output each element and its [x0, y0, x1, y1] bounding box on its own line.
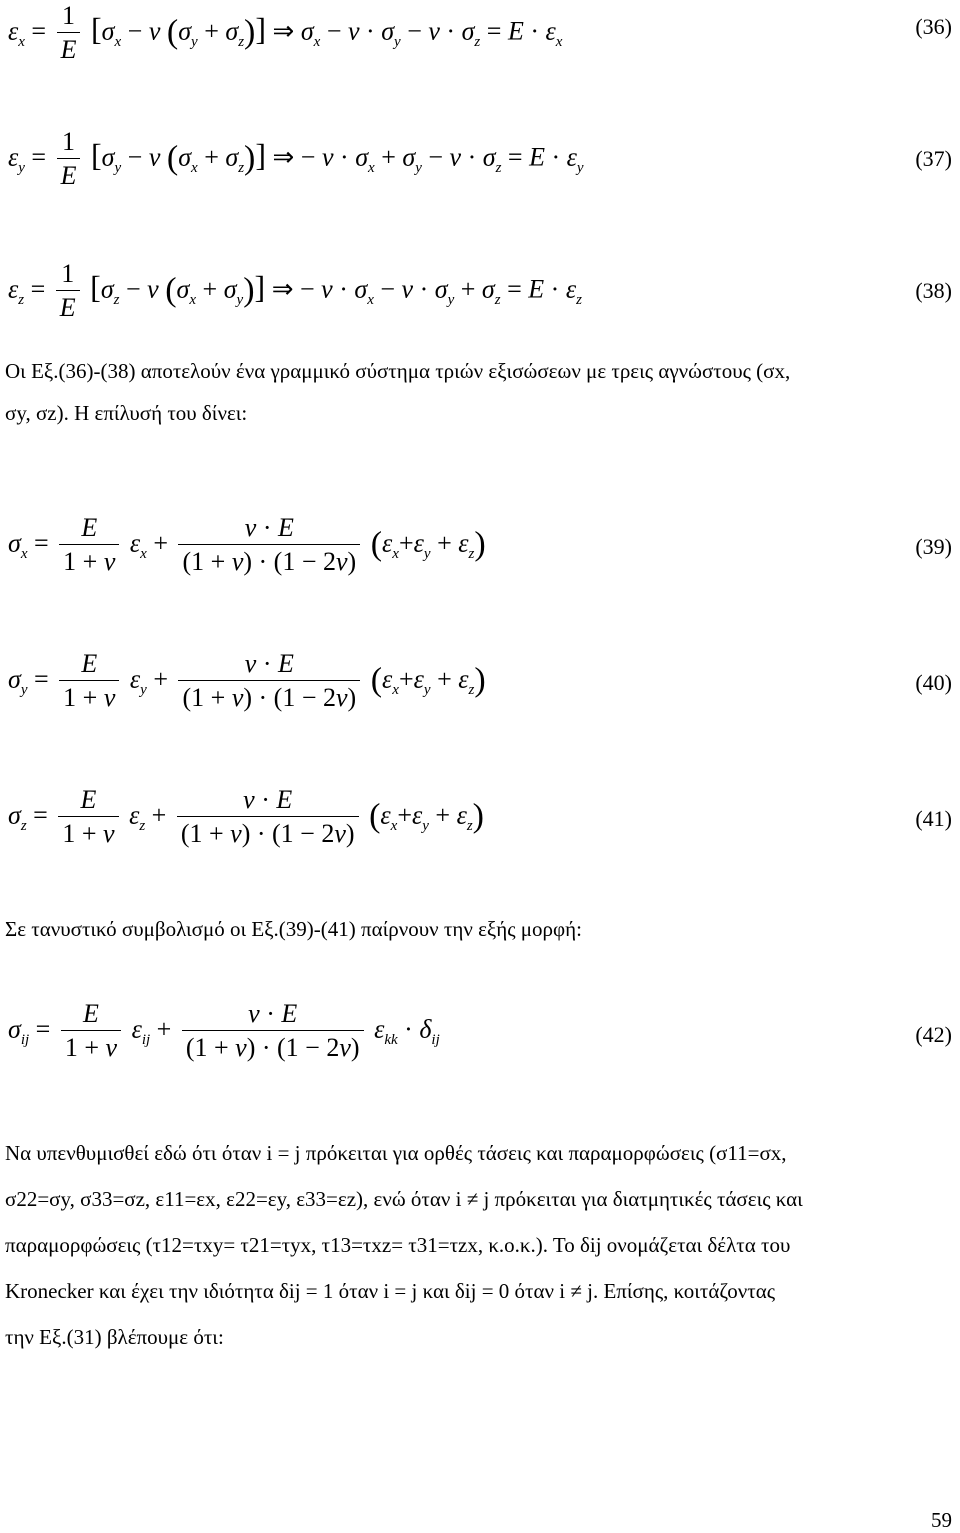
paragraph-tensor — [5, 908, 955, 950]
paragraph-kronecker — [5, 1130, 955, 1360]
text-line: παραμορφώσεις (τ12=τxy= τ21=τyx, τ13=τxz= τ31=τzx, κ.ο.κ.). Το δij ονομάζεται δέλτα του — [5, 1233, 791, 1257]
text-line: Οι Εξ.(36)-(38) αποτελούν ένα γραμμικό σύστημα τριών εξισώσεων με τρεις αγνώστους (σx, — [5, 359, 791, 383]
equation-38: $\varepsilon_z$ = $\frac{1}{E}$ [$\sigma_z - \nu$ $(\sigma_x + \sigma_y)$] ⇒ − $\nu \cdot \sigma_x - \nu \cdot \sigma_y + \sigma_z = E \cdot \varepsilon_z$ (38) — [0, 258, 960, 322]
text-line: σ22=σy, σ33=σz, ε11=εx, ε22=εy, ε33=εz), ενώ όταν i ≠ j πρόκειται για διατμητικές τάσεις και — [5, 1187, 803, 1211]
equation-number: (42) — [915, 1022, 952, 1047]
equation-number: (36) — [915, 14, 952, 39]
text-line: σy, σz). Η επίλυσή του δίνει: — [5, 401, 248, 425]
text-line: Kronecker και έχει την ιδιότητα δij = 1 όταν i = j και δij = 0 όταν i ≠ j. Επίσης, κοιτάζοντας — [5, 1279, 776, 1303]
text-line: την Εξ.(31) βλέπουμε ότι: — [5, 1325, 224, 1349]
equation-number: (41) — [915, 806, 952, 831]
equation-41: $\sigma_z$ = $\frac{E}{1 + \nu}$ $\varepsilon_z$ + $\frac{\nu \cdot E}{(1 + \nu) \cdot (1 - 2\nu)}$ $(\varepsilon_x+\varepsilon_y + \varepsilon_z)$ (41) — [0, 784, 960, 860]
equation-number: (37) — [915, 146, 952, 171]
equation-37: $\varepsilon_y$ = $\frac{1}{E}$ [$\sigma_y - \nu$ $(\sigma_x + \sigma_z)$] ⇒ − $\nu \cdot \sigma_x + \sigma_y - \nu \cdot \sigma_z = E \cdot \varepsilon_y$ (37) — [0, 126, 960, 190]
paragraph-system — [5, 350, 955, 434]
equation-42: $\sigma_{ij}$ = $\frac{E}{1 + \nu}$ $\varepsilon_{ij}$ + $\frac{\nu \cdot E}{(1 + \nu) \cdot (1 - 2\nu)}$ $\varepsilon_{kk} \cdot \delta_{ij}$ (42) — [0, 998, 960, 1074]
equation-number: (39) — [915, 534, 952, 559]
page-number: 59 — [931, 1508, 952, 1532]
equation-39: $\sigma_x$ = $\frac{E}{1 + \nu}$ $\varepsilon_x$ + $\frac{\nu \cdot E}{(1 + \nu) \cdot (1 - 2\nu)}$ $(\varepsilon_x+\varepsilon_y + \varepsilon_z)$ (39) — [0, 512, 960, 588]
equation-40: $\sigma_y$ = $\frac{E}{1 + \nu}$ $\varepsilon_y$ + $\frac{\nu \cdot E}{(1 + \nu) \cdot (1 - 2\nu)}$ $(\varepsilon_x+\varepsilon_y + \varepsilon_z)$ (40) — [0, 648, 960, 724]
text-line: Να υπενθυμισθεί εδώ ότι όταν i = j πρόκειται για ορθές τάσεις και παραμορφώσεις (σ11=σx, — [5, 1141, 787, 1165]
equation-36: $\varepsilon_x$ = $\frac{1}{E}$ [$\sigma_x - \nu$ $(\sigma_y + \sigma_z)$] ⇒ $\sigma_x - \nu \cdot \sigma_y - \nu \cdot \sigma_z = E \cdot \varepsilon_x$ (36) — [0, 0, 960, 64]
text-line: Σε τανυστικό συμβολισμό οι Εξ.(39)-(41) παίρνουν την εξής μορφή: — [5, 917, 582, 941]
equation-number: (40) — [915, 670, 952, 695]
equation-number: (38) — [915, 278, 952, 303]
